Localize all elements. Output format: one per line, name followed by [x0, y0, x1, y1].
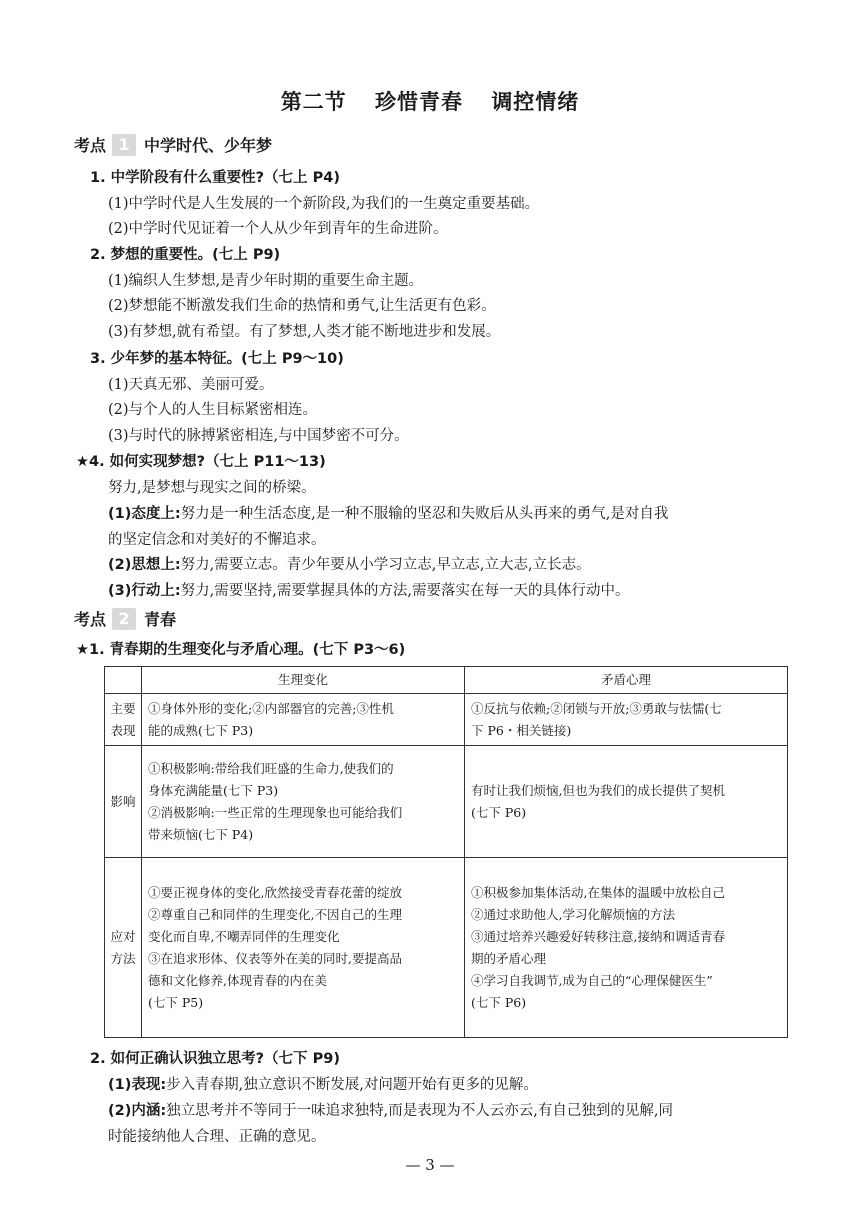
cell-line: ②通过求助他人,学习化解烦恼的方法	[471, 906, 675, 922]
section-heading-1	[74, 133, 272, 156]
cell-line: ③通过培养兴趣爱好转移注意,接纳和调适青春	[471, 928, 725, 944]
title-part-1: 第二节	[280, 90, 347, 114]
row-label: 影响	[105, 746, 142, 858]
answer-line: (1)中学时代是人生发展的一个新阶段,为我们的一生奠定重要基础。	[108, 196, 540, 212]
answer-line: (2)梦想能不断激发我们生命的热情和勇气,让生活更有色彩。	[108, 298, 496, 314]
question-2-2: 2. 如何正确认识独立思考?（七下 P9)	[90, 1051, 340, 1067]
table-header-row	[105, 667, 788, 694]
answer-line: 的坚定信念和对美好的不懈追求。	[108, 532, 326, 548]
answer-line: (1)编织人生梦想,是青少年时期的重要生命主题。	[108, 273, 424, 289]
table-cell	[142, 694, 465, 746]
answer-heading: (2)内涵:	[108, 1103, 167, 1119]
row-label	[105, 858, 142, 1038]
answer-heading: (3)行动上:	[108, 583, 181, 599]
cell-line: ①积极参加集体活动,在集体的温暖中放松自己	[471, 884, 725, 900]
answer-text: 努力是一种生活态度,是一种不服输的坚忍和失败后从头再来的勇气,是对自我	[180, 506, 669, 522]
row-label	[105, 694, 142, 746]
cell-line: ②尊重自己和同伴的生理变化,不因自己的生理	[148, 906, 402, 922]
answer-heading: (1)表现:	[108, 1077, 167, 1093]
column-header: 矛盾心理	[465, 667, 788, 694]
table-cell	[142, 858, 465, 1038]
row-label-line: 方法	[110, 950, 136, 966]
answer-text: 努力,需要坚持,需要掌握具体的方法,需要落实在每一天的具体行动中。	[180, 583, 630, 599]
cell-line: ①积极影响:带给我们旺盛的生命力,使我们的	[148, 760, 394, 776]
table-row	[105, 694, 788, 746]
section-number-badge: 2	[112, 608, 136, 630]
question-1-4: ★4. 如何实现梦想?（七上 P11～13)	[76, 454, 326, 470]
answer-text: 独立思考并不等同于一味追求独特,而是表现为不人云亦云,有自己独到的见解,同	[166, 1103, 673, 1119]
answer-text: 步入青春期,独立意识不断发展,对问题开始有更多的见解。	[166, 1077, 538, 1093]
cell-line: 下 P6・相关链接)	[471, 722, 572, 738]
table-cell	[465, 858, 788, 1038]
section-name: 青春	[144, 610, 177, 629]
cell-line: 有时让我们烦恼,但也为我们的成长提供了契机	[471, 782, 725, 798]
answer-line	[108, 1073, 538, 1094]
table-cell	[465, 694, 788, 746]
row-label-line: 主要	[110, 700, 136, 716]
page-title	[0, 86, 860, 116]
section-number-badge: 1	[112, 134, 136, 156]
answer-line: 时能接纳他人合理、正确的意见。	[108, 1129, 326, 1145]
cell-line: ①要正视身体的变化,欣然接受青春花蕾的绽放	[148, 884, 402, 900]
table-corner-cell	[105, 667, 142, 694]
answer-line	[108, 553, 591, 574]
section-name: 中学时代、少年梦	[144, 136, 273, 155]
table-row	[105, 746, 788, 858]
cell-line: 带来烦恼(七下 P4)	[148, 826, 254, 842]
cell-line: ③在追求形体、仪表等外在美的同时,要提高品	[148, 950, 402, 966]
question-1-2: 2. 梦想的重要性。(七上 P9)	[90, 247, 281, 263]
row-label-line: 应对	[110, 928, 136, 944]
cell-line: 身体充满能量(七下 P3)	[148, 782, 279, 798]
row-label-line: 表现	[110, 722, 136, 738]
section-label: 考点	[74, 610, 107, 629]
comparison-table	[104, 666, 788, 1038]
table-row	[105, 858, 788, 1038]
answer-text: 努力,需要立志。青少年要从小学习立志,早立志,立大志,立长志。	[180, 557, 591, 573]
answer-line	[108, 502, 668, 523]
cell-line: 变化而自卑,不嘲弄同伴的生理变化	[148, 928, 340, 944]
cell-line: ②消极影响:一些正常的生理现象也可能给我们	[148, 804, 403, 820]
page-number: — 3 —	[405, 1156, 455, 1174]
cell-line: (七下 P6)	[471, 994, 527, 1010]
answer-line: (3)与时代的脉搏紧密相连,与中国梦密不可分。	[108, 428, 409, 444]
table-cell	[142, 746, 465, 858]
section-label: 考点	[74, 136, 107, 155]
cell-line: ④学习自我调节,成为自己的“心理保健医生”	[471, 972, 713, 988]
title-part-2: 珍惜青春	[375, 90, 463, 114]
section-heading-2	[74, 607, 176, 630]
table-cell	[465, 746, 788, 858]
cell-line: ①反抗与依赖;②闭锁与开放;③勇敢与怯懦(七	[471, 700, 722, 716]
cell-line: (七下 P5)	[148, 994, 204, 1010]
answer-line	[108, 579, 629, 600]
answer-line: (3)有梦想,就有希望。有了梦想,人类才能不断地进步和发展。	[108, 324, 501, 340]
cell-line: (七下 P6)	[471, 804, 527, 820]
cell-line: ①身体外形的变化;②内部器官的完善;③性机	[148, 700, 394, 716]
cell-line: 期的矛盾心理	[471, 950, 547, 966]
answer-line: (1)天真无邪、美丽可爱。	[108, 377, 274, 393]
answer-heading: (2)思想上:	[108, 557, 181, 573]
question-1-3: 3. 少年梦的基本特征。(七上 P9～10)	[90, 351, 344, 367]
cell-line: 德和文化修养,体现青春的内在美	[148, 972, 327, 988]
question-2-1: ★1. 青春期的生理变化与矛盾心理。(七下 P3～6)	[76, 642, 406, 658]
answer-line: (2)中学时代见证着一个人从少年到青年的生命进阶。	[108, 221, 448, 237]
column-header: 生理变化	[142, 667, 465, 694]
cell-line: 能的成熟(七下 P3)	[148, 722, 254, 738]
question-1-1: 1. 中学阶段有什么重要性?（七上 P4)	[90, 170, 340, 186]
answer-line: 努力,是梦想与现实之间的桥梁。	[108, 480, 316, 496]
answer-heading: (1)态度上:	[108, 506, 181, 522]
answer-line	[108, 1099, 673, 1120]
answer-line: (2)与个人的人生目标紧密相连。	[108, 402, 318, 418]
title-part-3: 调控情绪	[491, 90, 580, 114]
